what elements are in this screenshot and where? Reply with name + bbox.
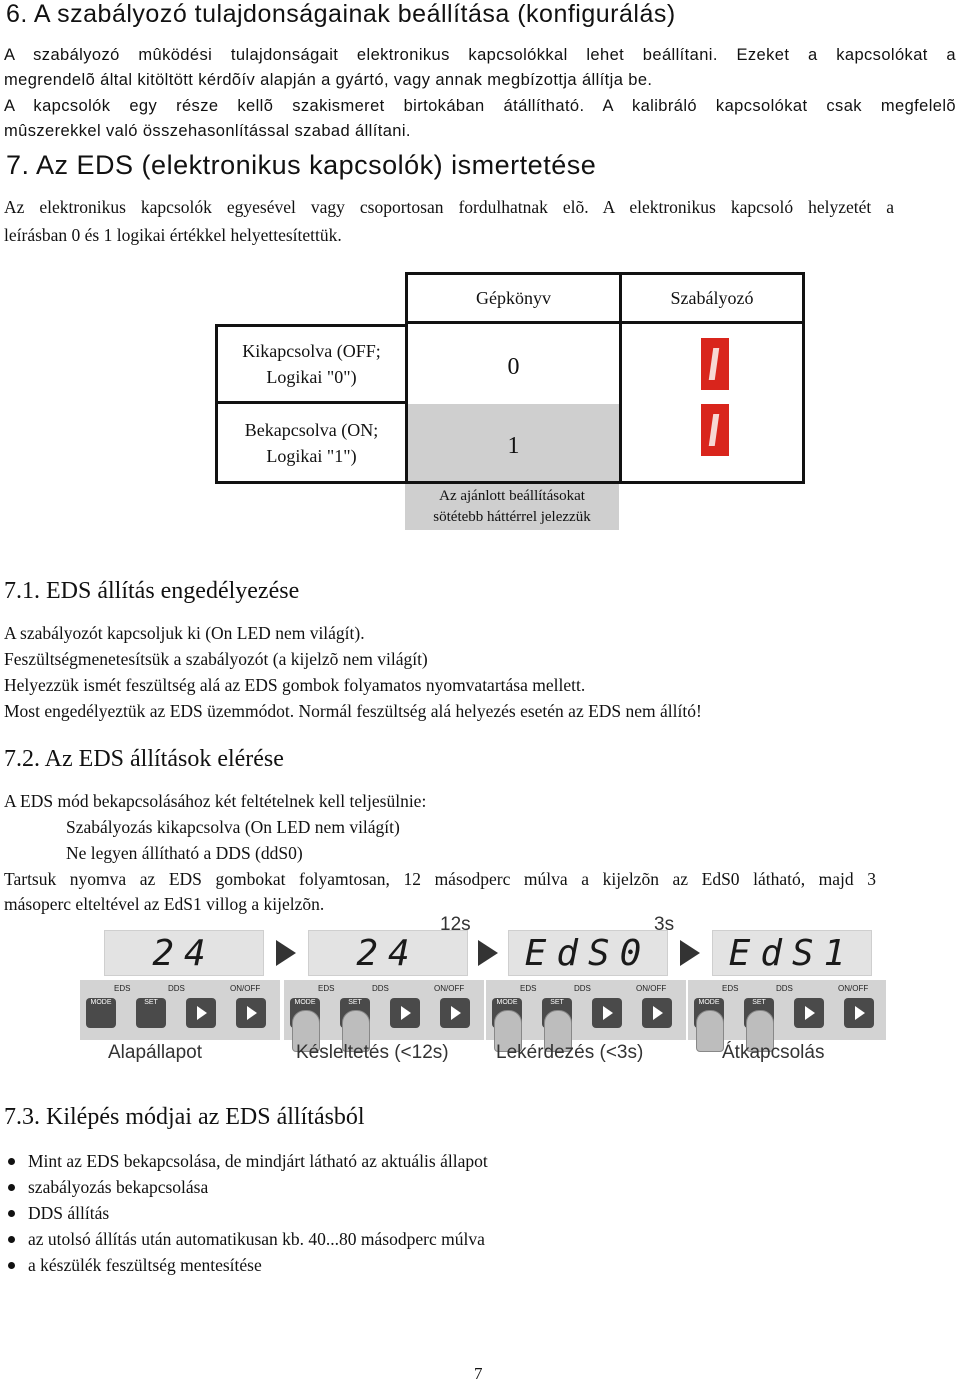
- table-row-on-display: [619, 404, 805, 484]
- display-switch: EdS1: [712, 930, 872, 976]
- onoff-button[interactable]: [440, 998, 470, 1028]
- onoff-label: ON/OFF: [636, 984, 667, 993]
- row-off-label-line-1: Kikapcsolva (OFF;: [242, 341, 381, 361]
- section-7-1-line-3: Helyezzük ismét feszültség alá az EDS gombok folyamatos nyomvatartása mellett.: [4, 675, 586, 695]
- button-panel-4: [688, 980, 886, 1040]
- arrow-right-icon: [478, 940, 498, 966]
- eds-label: EDS: [722, 984, 739, 993]
- page-number: 7: [474, 1364, 483, 1383]
- set-al-button[interactable]: SET: [542, 998, 572, 1028]
- section-6-line-3: A kapcsolók egy része kellõ szakismeret birtokában átállítható. A kalibráló kapcsolókat csak megfelelõ: [4, 97, 956, 115]
- section-7-2-line-1: Tartsuk nyomva az EDS gombokat folyamtosan, 12 másodperc múlva a kijelzõn az EdS0 látható, majd 3: [4, 869, 876, 889]
- list-item: a készülék feszültség mentesítése: [8, 1252, 488, 1278]
- display-basic: 24: [104, 930, 264, 976]
- section-6-line-4: mûszerekkel való összehasonlítással szabad állítani.: [4, 122, 411, 140]
- section-7-1-heading: 7.1. EDS állítás engedélyezése: [4, 578, 300, 604]
- caption-basic: Alapállapot: [108, 1042, 203, 1063]
- arrow-right-icon: [276, 940, 296, 966]
- segment-high-icon: [701, 404, 729, 456]
- list-item: az utolsó állítás után automatikusan kb. 40...80 másodperc múlva: [8, 1226, 488, 1252]
- dds-label: DDS: [372, 984, 389, 993]
- section-7-1-line-1: A szabályozót kapcsoljuk ki (On LED nem világít).: [4, 623, 365, 643]
- caption-delay: Késleltetés (<12s): [296, 1042, 449, 1063]
- section-7-2-condition-2: Ne legyen állítható a DDS (ddS0): [66, 843, 303, 863]
- set-al-button[interactable]: SET: [340, 998, 370, 1028]
- mode-sp-button[interactable]: MODE: [290, 998, 320, 1028]
- dds-label: DDS: [776, 984, 793, 993]
- section-7-3-heading: 7.3. Kilépés módjai az EDS állításból: [4, 1104, 365, 1130]
- onoff-button[interactable]: [642, 998, 672, 1028]
- delay-12s-label: 12s: [440, 914, 471, 935]
- table-row-on-label: [215, 404, 405, 484]
- list-item: DDS állítás: [8, 1200, 488, 1226]
- segment-low-icon: [701, 338, 729, 390]
- section-7-1-line-4: Most engedélyeztük az EDS üzemmódot. Normál feszültség alá helyezés esetén az EDS nem állító!: [4, 701, 702, 721]
- set-al-button[interactable]: SET: [744, 998, 774, 1028]
- table-row-on-value: 1: [405, 404, 619, 484]
- section-7-1-line-2: Feszültségmenetesítsük a szabályozót (a kijelzõ nem világít): [4, 649, 428, 669]
- eds-label: EDS: [318, 984, 335, 993]
- legend-note-line-2: sötétebb háttérrel jelezzük: [433, 509, 591, 525]
- play-button[interactable]: [592, 998, 622, 1028]
- mode-sp-button[interactable]: MODE: [86, 998, 116, 1028]
- row-on-label-line-2: Logikai "1"): [266, 445, 357, 466]
- finger-press-icon: [696, 1010, 724, 1052]
- arrow-right-icon: [680, 940, 700, 966]
- row-on-label-line-1: Bekapcsolva (ON;: [244, 419, 379, 440]
- mode-sp-button[interactable]: MODE: [492, 998, 522, 1028]
- section-6-heading: 6. A szabályozó tulajdonságainak beállítása (konfigurálás): [6, 0, 676, 28]
- eds-label: EDS: [520, 984, 537, 993]
- section-6-line-1: A szabályozó mûködési tulajdonságait elektronikus kapcsolókkal lehet beállítani. Ezeket a kapcsolókat a: [4, 46, 956, 64]
- play-button[interactable]: [390, 998, 420, 1028]
- button-panel-1: [80, 980, 280, 1040]
- eds-panel-sequence: [80, 916, 886, 1068]
- display-delay: 24: [308, 930, 468, 976]
- table-row-off-value: 0: [405, 324, 619, 404]
- table-legend-note: [405, 484, 619, 530]
- onoff-label: ON/OFF: [230, 984, 261, 993]
- button-panel-3: [486, 980, 686, 1040]
- section-6-line-2: megrendelõ által kitöltött kérdõív alapján a gyártó, vagy annak megbízottja állítja be.: [4, 71, 653, 89]
- dds-label: DDS: [168, 984, 185, 993]
- row-off-label-line-2: Logikai "0"): [266, 367, 357, 387]
- list-item: szabályozás bekapcsolása: [8, 1174, 488, 1200]
- onoff-button[interactable]: [844, 998, 874, 1028]
- play-button[interactable]: [794, 998, 824, 1028]
- onoff-label: ON/OFF: [838, 984, 869, 993]
- set-al-button[interactable]: SET: [136, 998, 166, 1028]
- onoff-button[interactable]: [236, 998, 266, 1028]
- dds-label: DDS: [574, 984, 591, 993]
- legend-note-line-1: Az ajánlott beállításokat: [439, 488, 585, 504]
- list-item: Mint az EDS bekapcsolása, de mindjárt látható az aktuális állapot: [8, 1148, 488, 1174]
- section-7-2-condition-1: Szabályozás kikapcsolva (On LED nem világít): [66, 817, 400, 837]
- section-7-line-1: Az elektronikus kapcsolók egyesével vagy csoportosan fordulhatnak elõ. A elektronikus kapcsoló helyzetét a: [4, 197, 894, 217]
- section-7-2-heading: 7.2. Az EDS állítások elérése: [4, 746, 284, 772]
- button-panel-2: [284, 980, 484, 1040]
- mode-sp-button[interactable]: MODE: [694, 998, 724, 1028]
- table-header-szabalyozo: Szabályozó: [619, 272, 805, 324]
- section-7-line-2: leírásban 0 és 1 logikai értékkel helyettesítettük.: [4, 225, 342, 245]
- onoff-label: ON/OFF: [434, 984, 465, 993]
- table-header-gepkonyv: Gépkönyv: [405, 272, 619, 324]
- play-button[interactable]: [186, 998, 216, 1028]
- caption-query: Lekérdezés (<3s): [496, 1042, 644, 1063]
- delay-3s-label: 3s: [654, 914, 675, 935]
- table-row-off-display: [619, 324, 805, 404]
- exit-methods-list: [8, 1148, 488, 1278]
- section-7-heading: 7. Az EDS (elektronikus kapcsolók) ismertetése: [6, 150, 597, 180]
- section-7-2-intro: A EDS mód bekapcsolásához két feltételnek kell teljesülnie:: [4, 791, 427, 811]
- display-query: EdS0: [508, 930, 668, 976]
- section-7-2-line-2: másoperc elteltével az EdS1 villog a kijelzõn.: [4, 894, 325, 914]
- eds-label: EDS: [114, 984, 131, 993]
- table-row-off-label: [215, 324, 405, 404]
- eds-legend-table: [215, 272, 805, 530]
- caption-switch: Átkapcsolás: [722, 1042, 825, 1063]
